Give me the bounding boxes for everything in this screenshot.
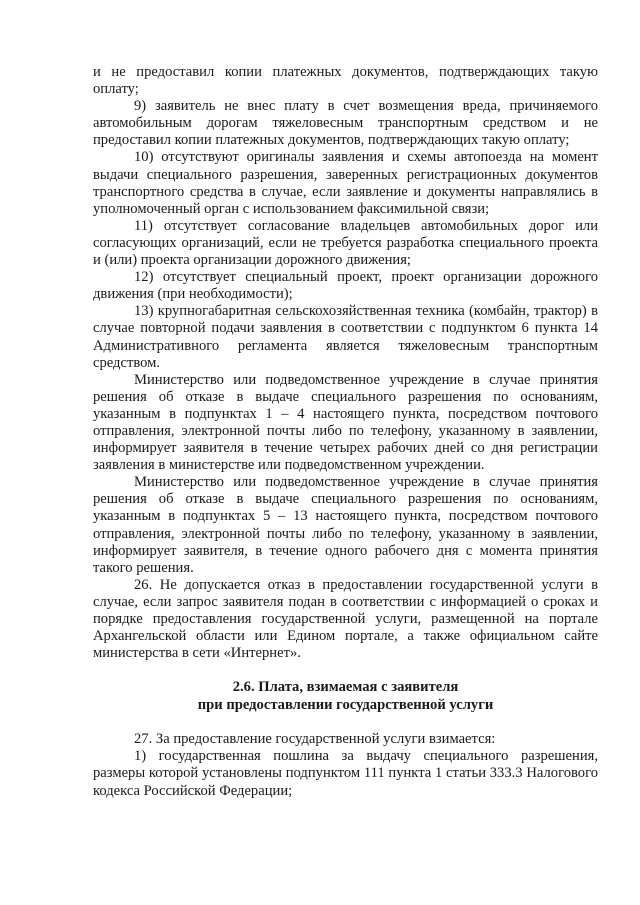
page-content [93,64,598,800]
paragraph-p11: 11) отсутствует согласование владельцев автомобильных дорог или согласующих организаций, если не требуется разработка специального проекта и (или) проекта организации дорожного движения; [93,217,598,269]
paragraph-p27: 27. За предоставление государственной услуги взимается: [134,731,496,748]
paragraph-p12: 12) отсутствует специальный проект, проект организации дорожного движения (при необходимости); [93,269,598,303]
paragraph-p8cont: и не предоставил копии платежных документов, подтверждающих такую оплату; [93,64,598,98]
spacer [93,714,598,731]
regulation-text-top [93,64,598,662]
section-heading [93,679,598,714]
paragraph-p27_1: 1) государственная пошлина за выдачу специального разрешения, размеры которой установлены подпунктом 111 пункта 1 статьи 333.3 Налогового кодекса Российской Федерации; [93,748,598,799]
paragraph-p13: 13) крупногабаритная сельскохозяйственная техника (комбайн, трактор) в случае повторной подачи заявления в соответствии с подпунктом 6 пункта 14 Административного регламента является тяжеловесным транспортным средством. [93,303,598,371]
spacer [93,662,598,679]
section-heading-line-2: при предоставлении государственной услуги [197,696,494,713]
paragraph-pmin1: Министерство или подведомственное учреждение в случае принятия решения об отказе в выдаче специального разрешения по основаниям, указанным в подпунктах 1 – 4 настоящего пункта, посредством почтового отправления, электронной почты либо по телефону, указанному в заявлении, информирует заявителя в течение четырех рабочих дней со дня регистрации заявления в министерстве или подведомственном учреждении. [93,371,598,474]
paragraph-p9: 9) заявитель не внес плату в счет возмещения вреда, причиняемого автомобильным дорогам тяжеловесным транспортным средством и не предоставил копии платежных документов, подтверждающих такую оплату; [93,98,598,149]
paragraph-p26: 26. Не допускается отказ в предоставлении государственной услуги в случае, если запрос заявителя подан в соответствии с информацией о сроках и порядке предоставления государственной услуги, размещенной на портале Архангельской области или Едином портале, а также официальном сайте министерства в сети «Интернет». [93,576,598,662]
section-heading-line-1: 2.6. Плата, взимаемая с заявителя [232,679,459,696]
regulation-text-bottom [93,731,598,799]
paragraph-p10: 10) отсутствуют оригиналы заявления и схемы автопоезда на момент выдачи специального разрешения, заверенных регистрационных документов транспортного средства в случае, если заявление и документы направлялись в уполномоченный орган с использованием факсимильной связи; [93,149,598,217]
paragraph-pmin2: Министерство или подведомственное учреждение в случае принятия решения об отказе в выдаче специального разрешения по основаниям, указанным в подпунктах 5 – 13 настоящего пункта, посредством почтового отправления, электронной почты либо по телефону, указанному в заявлении, информирует заявителя, в течение одного рабочего дня с момента принятия такого решения. [93,474,598,576]
